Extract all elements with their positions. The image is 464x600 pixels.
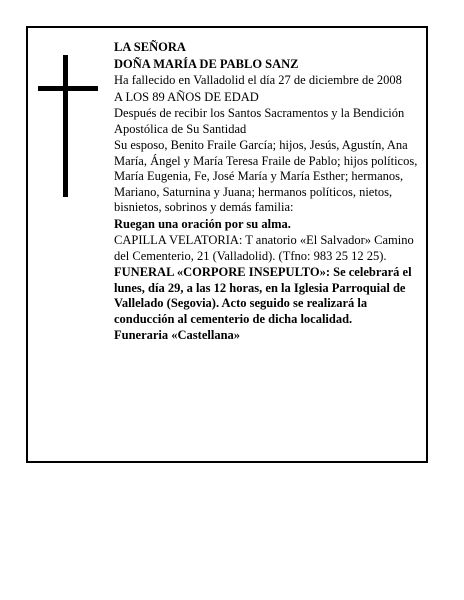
- obituary-text: [114, 40, 426, 345]
- cross-horizontal-bar: [38, 86, 98, 91]
- death-statement: Ha fallecido en Valladolid el día 27 de diciembre de 2008: [114, 73, 402, 87]
- prayer-request: Ruegan una oración por su alma.: [114, 216, 291, 231]
- cross-icon: [38, 55, 98, 197]
- funeral-info: FUNERAL «CORPORE INSEPULTO»: Se celebrará el lunes, día 29, a las 12 horas, en la Iglesia Parroquial de Vallelado (Segovia). Acto seguido se realizará la conducción al cementerio de dicha localidad.: [114, 265, 412, 326]
- sacraments-statement: Después de recibir los Santos Sacramentos y la Bendición Apostólica de Su Santidad: [114, 106, 405, 136]
- chapel-info: CAPILLA VELATORIA: T anatorio «El Salvador» Camino del Cementerio, 21 (Valladolid). (Tfno: 983 25 12 25).: [114, 233, 414, 263]
- funeral-home: Funeraria «Castellana»: [114, 328, 241, 342]
- notice-title: LA SEÑORA: [114, 40, 186, 54]
- cross-vertical-bar: [63, 55, 68, 197]
- age-statement: A LOS 89 AÑOS DE EDAD: [114, 89, 259, 104]
- family-list: Su esposo, Benito Fraile García; hijos, Jesús, Agustín, Ana María, Ángel y María Teresa Fraile de Pablo; hijos políticos, María Eugenia, Fe, José María y María Esther; hermanos, Mariano, Saturnina y Juana; hermanos políticos, nietos, bisnietos, sobrinos y demás familia:: [114, 138, 418, 214]
- deceased-name: DOÑA MARÍA DE PABLO SANZ: [114, 56, 299, 71]
